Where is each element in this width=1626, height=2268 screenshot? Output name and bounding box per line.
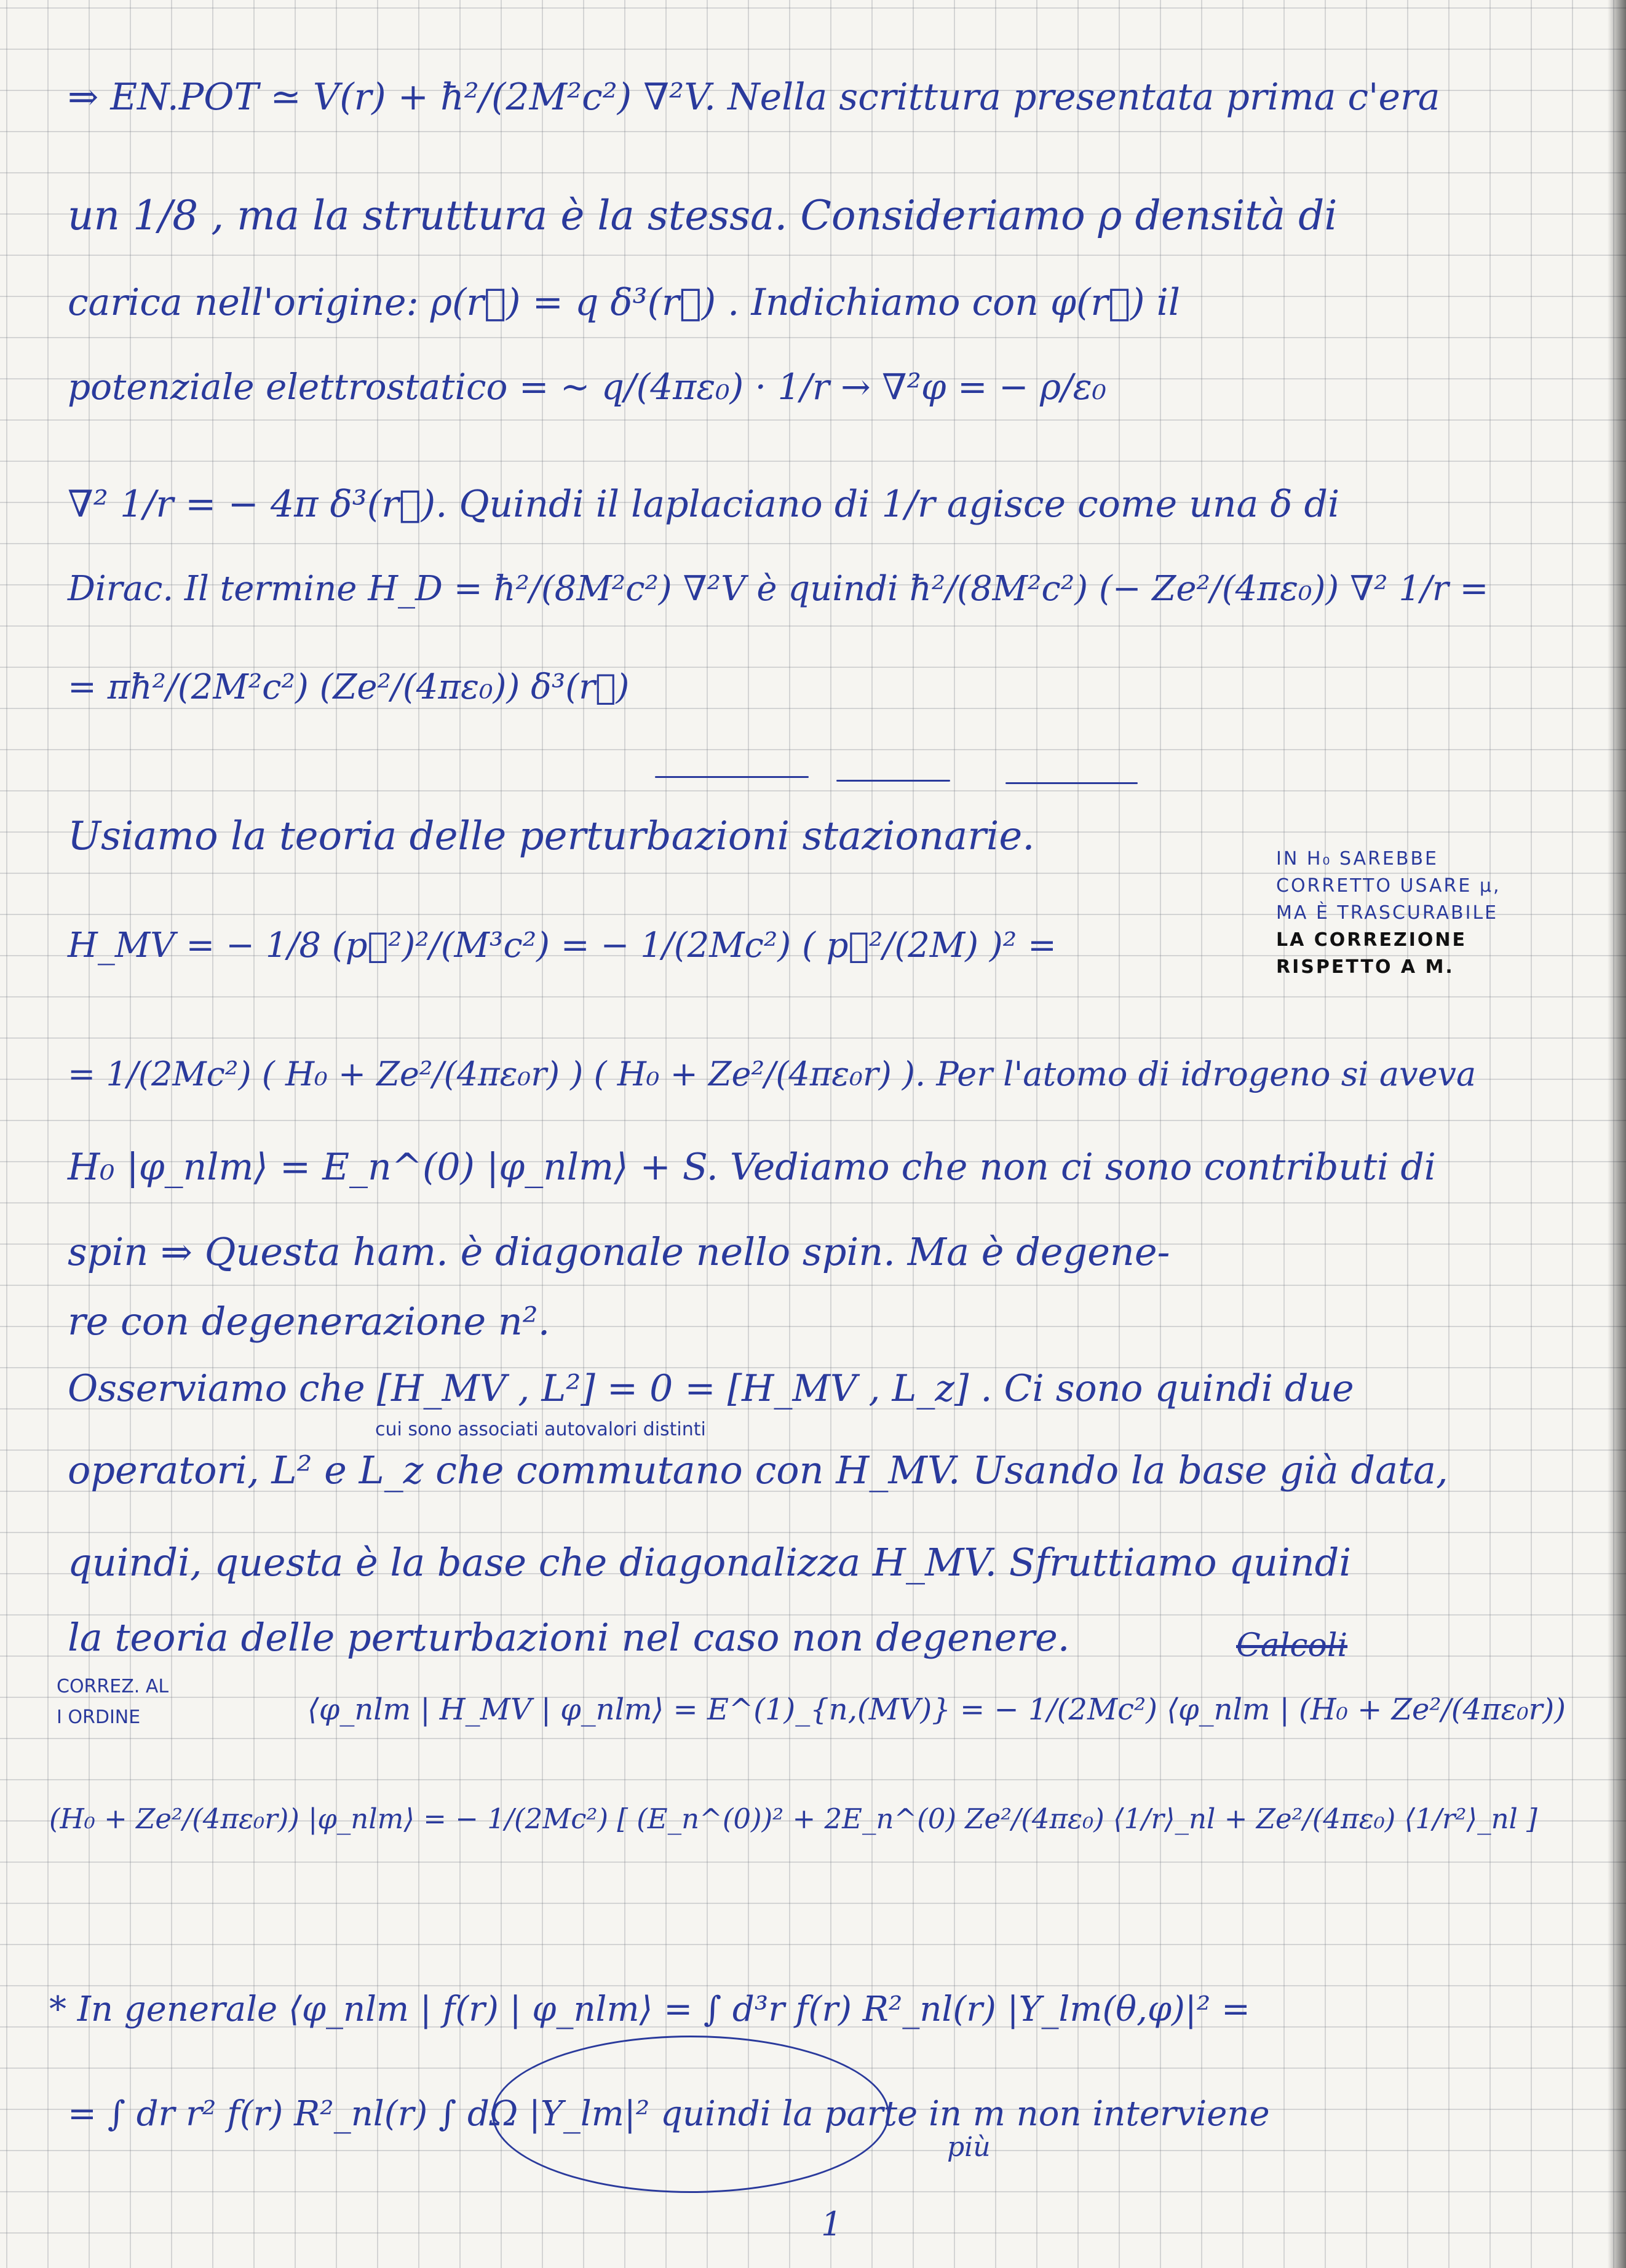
text-line: la teoria delle perturbazioni nel caso non degenere. [68, 1615, 1070, 1660]
side-note [1276, 846, 1501, 981]
text-line: potenziale elettrostatico = ~ q/(4πε₀) · 1/r → ∇²φ = − ρ/ε₀ [68, 366, 1107, 408]
text-line: = πħ²/(2M²c²) (Ze²/(4πε₀)) δ³(r⃗) [68, 667, 630, 707]
annotation: cui sono associati autovalori distinti [375, 1419, 706, 1440]
separator-line [836, 780, 950, 782]
margin-note: CORREZ. AL [57, 1676, 169, 1697]
text-line: carica nell'origine: ρ(r⃗) = q δ³(r⃗) . Indichiamo con φ(r⃗) il [68, 281, 1180, 324]
side-note-line: CORRETTO USARE μ, [1276, 875, 1501, 897]
margin-note: I ORDINE [57, 1707, 141, 1728]
text-line: * In generale ⟨φ_nlm | f(r) | φ_nlm⟩ = ∫ d³r f(r) R²_nl(r) |Y_lm(θ,φ)|² = [49, 1989, 1250, 2029]
separator-line [655, 776, 809, 778]
equation-line: (H₀ + Ze²/(4πε₀r)) |φ_nlm⟩ = − 1/(2Mc²) [ (E_n^(0))² + 2E_n^(0) Ze²/(4πε₀) ⟨1/r⟩_nl + Ze²/(4πε₀) ⟨1/r²⟩_nl ] [49, 1802, 1537, 1835]
circled-integral [492, 2036, 889, 2193]
text-line: H₀ |φ_nlm⟩ = E_n^(0) |φ_nlm⟩ + S. Vediamo che non ci sono contributi di [68, 1146, 1436, 1189]
text-line: spin ⇒ Questa ham. è diagonale nello spin. Ma è degene- [68, 1229, 1170, 1274]
struck-word: Calcoli [1236, 1627, 1348, 1664]
side-note-line: IN H₀ SAREBBE [1276, 848, 1438, 870]
side-note-line: RISPETTO A M. [1276, 956, 1454, 978]
text-line: più [947, 2131, 991, 2163]
text-line: Dirac. Il termine H_D = ħ²/(8M²c²) ∇²V è quindi ħ²/(8M²c²) (− Ze²/(4πε₀)) ∇² 1/r = [68, 569, 1489, 609]
text-line: = ∫ dr r² f(r) R²_nl(r) ∫ dΩ |Y_lm|² quindi la parte in m non interviene [68, 2094, 1270, 2134]
side-note-line: LA CORREZIONE [1276, 929, 1467, 951]
text-line: = 1/(2Mc²) ( H₀ + Ze²/(4πε₀r) ) ( H₀ + Ze²/(4πε₀r) ). Per l'atomo di idrogeno si aveva [68, 1055, 1477, 1093]
separator-line [1005, 782, 1138, 784]
text-line: operatori, L² e L_z che commutano con H_MV. Usando la base già data, [68, 1448, 1448, 1493]
section-heading: Usiamo la teoria delle perturbazioni stazionarie. [68, 814, 1035, 859]
text-line: un 1/8 , ma la struttura è la stessa. Consideriamo ρ densità di [68, 192, 1338, 239]
text-line: H_MV = − 1/8 (p⃗²)²/(M³c²) = − 1/(2Mc²) ( p⃗²/(2M) )² = [68, 926, 1057, 965]
side-note-line: MA È TRASCURABILE [1276, 902, 1499, 924]
page-edge [1608, 0, 1626, 2268]
equation-line: ⟨φ_nlm | H_MV | φ_nlm⟩ = E^(1)_{n,(MV)} = − 1/(2Mc²) ⟨φ_nlm | (H₀ + Ze²/(4πε₀r)) [307, 1692, 1566, 1727]
text-line: quindi, questa è la base che diagonalizza H_MV. Sfruttiamo quindi [68, 1540, 1352, 1585]
text-line: 1 [821, 2205, 843, 2243]
text-line: re con degenerazione n². [68, 1299, 550, 1344]
text-line: ⇒ EN.POT ≃ V(r) + ħ²/(2M²c²) ∇²V. Nella scrittura presentata prima c'era [68, 76, 1440, 119]
text-line: Osserviamo che [H_MV , L²] = 0 = [H_MV , L_z] . Ci sono quindi due [68, 1367, 1354, 1410]
text-line: ∇² 1/r = − 4π δ³(r⃗). Quindi il laplaciano di 1/r agisce come una δ di [68, 483, 1340, 526]
